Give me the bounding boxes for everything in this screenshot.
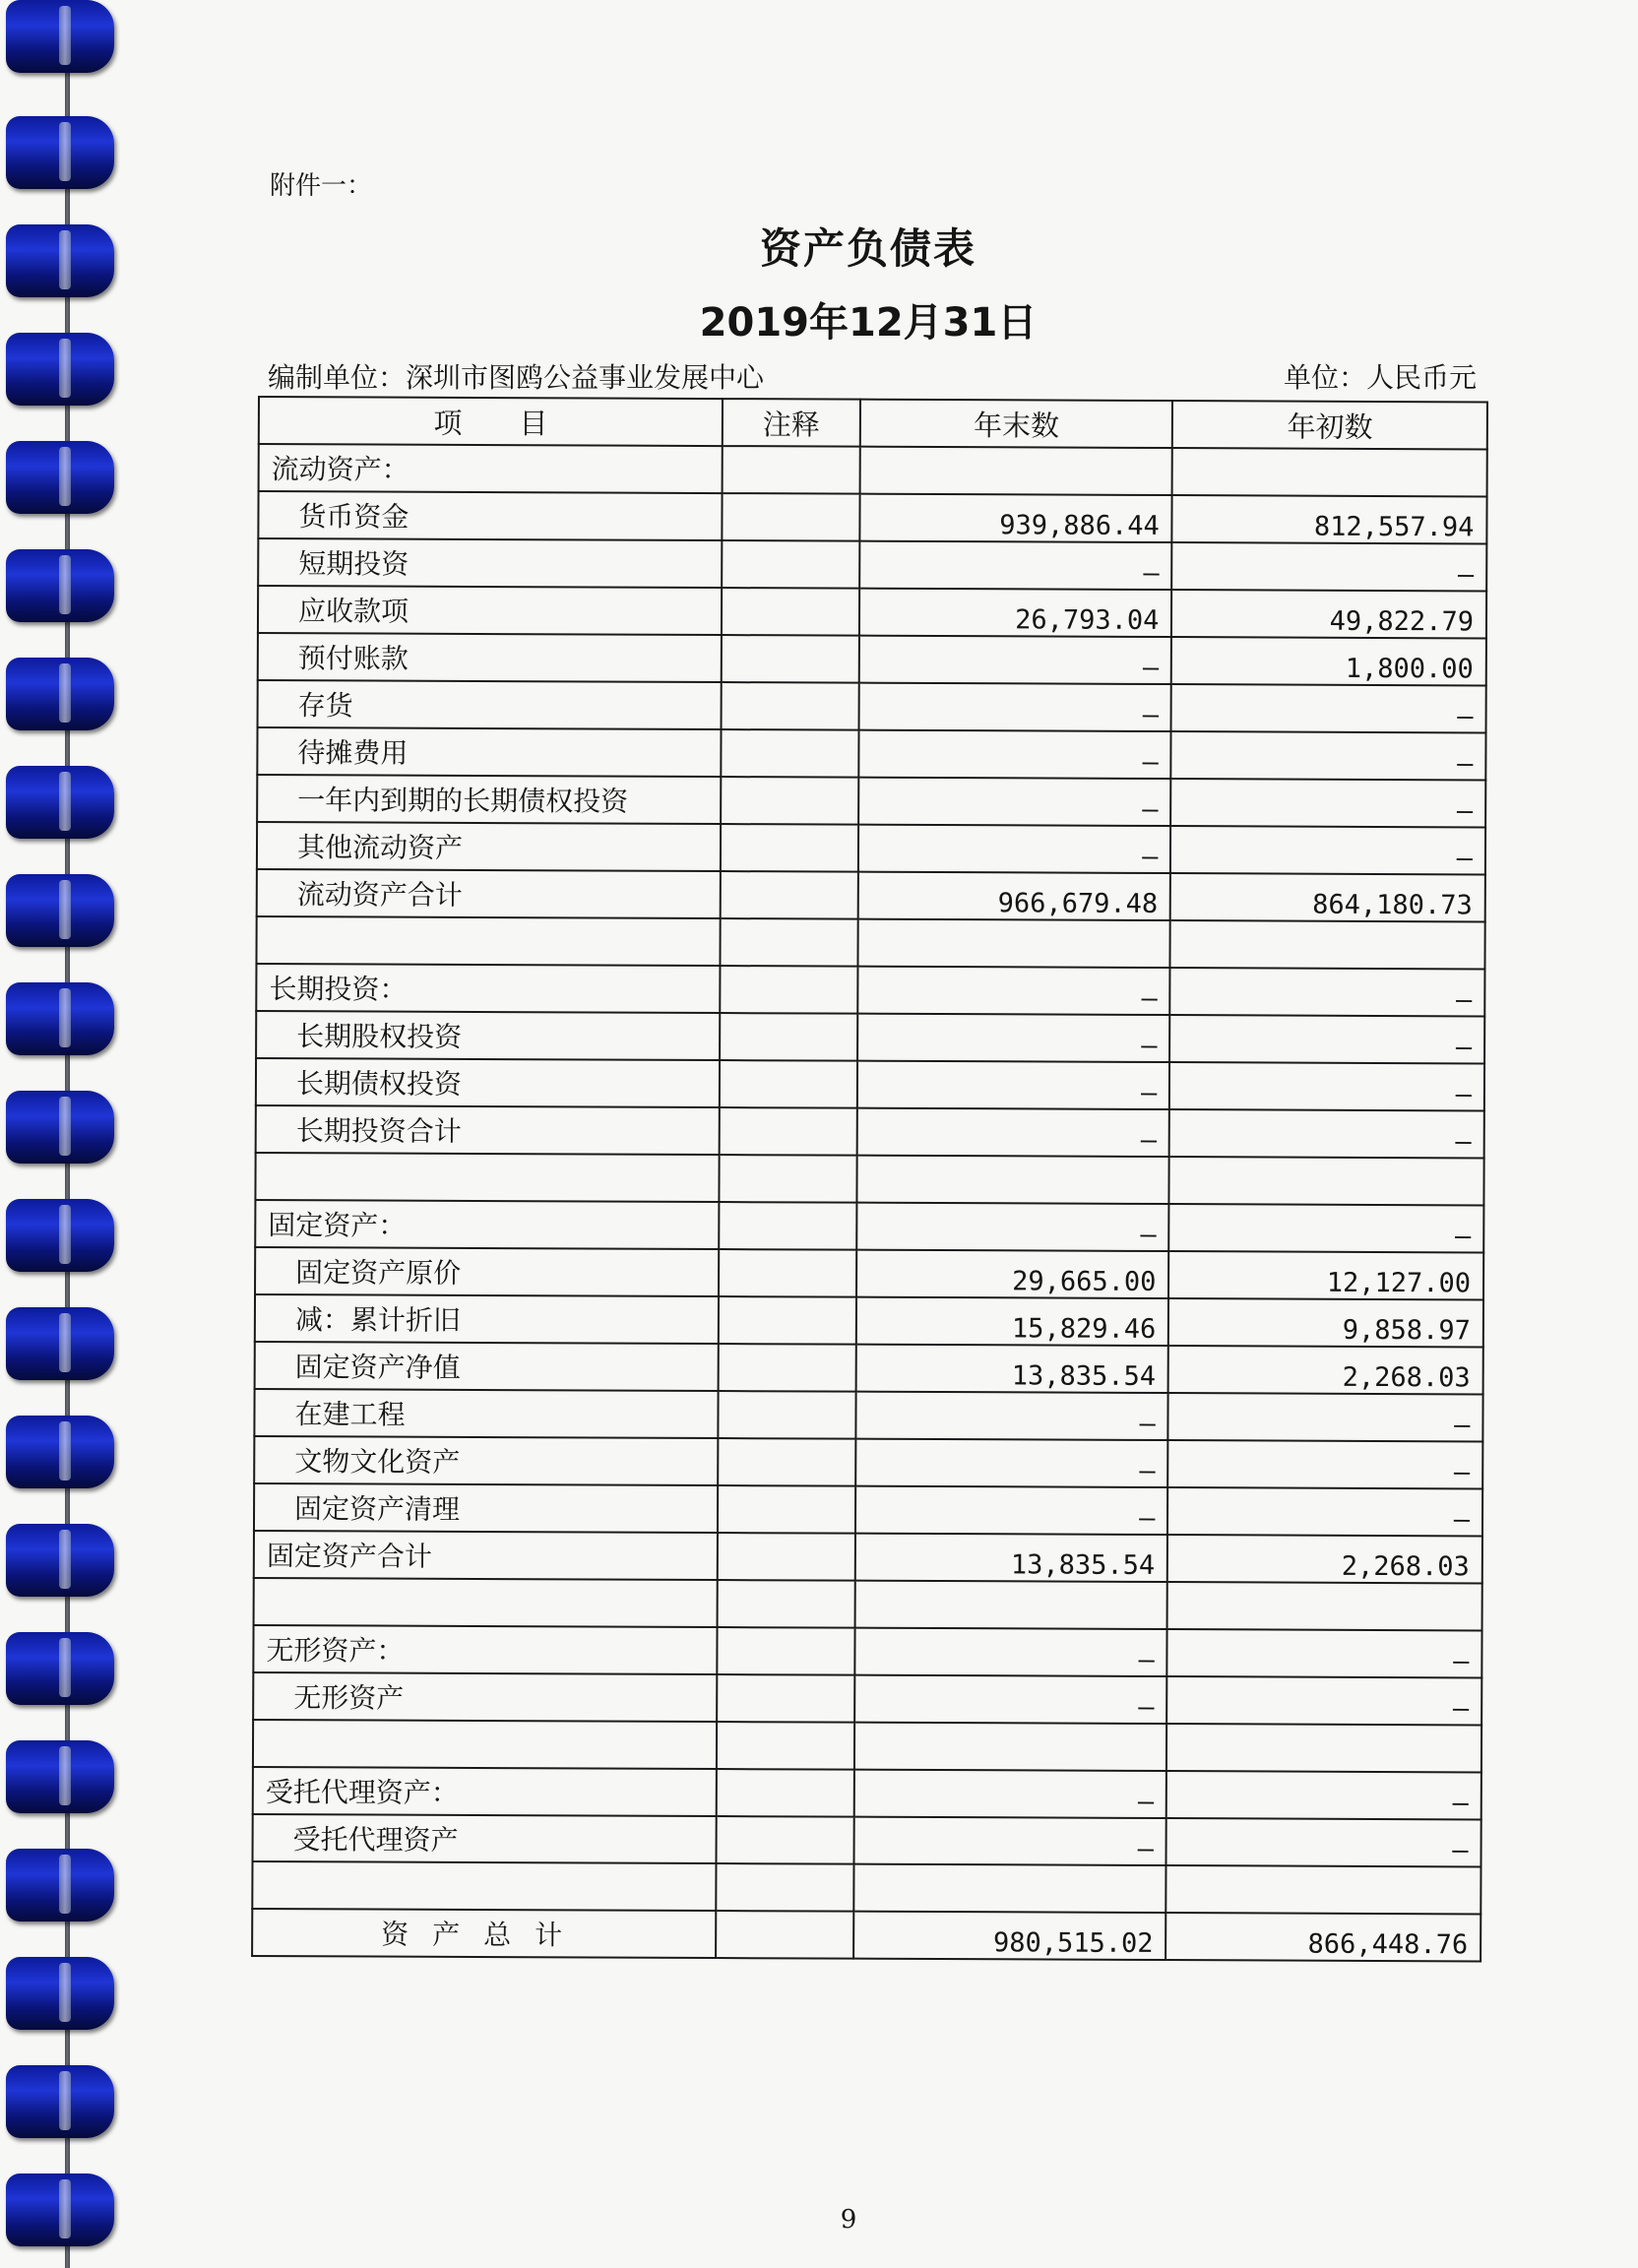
row-item-label: 受托代理资产 <box>253 1814 717 1863</box>
row-year-begin-value: – <box>1166 1818 1481 1866</box>
row-item-label: 减：累计折旧 <box>255 1294 719 1344</box>
row-year-begin-value: – <box>1167 1629 1482 1677</box>
row-year-begin-value: 9,858.97 <box>1168 1298 1483 1347</box>
table-row <box>252 1909 1480 1961</box>
row-year-end-value: – <box>857 1014 1170 1062</box>
row-year-end-value: – <box>854 1675 1167 1724</box>
row-item-label: 短期投资 <box>258 538 722 588</box>
binding-ring <box>6 116 114 189</box>
unit-line <box>268 356 1477 396</box>
binding-ring <box>6 549 114 622</box>
table-row <box>254 1578 1482 1630</box>
row-note <box>720 1013 857 1061</box>
table-row <box>256 916 1484 969</box>
row-year-end-value: 966,679.48 <box>858 872 1171 920</box>
row-year-begin-value: – <box>1170 968 1485 1016</box>
binding-ring <box>6 1524 114 1597</box>
table-row <box>255 1153 1483 1205</box>
binding-ring <box>6 1307 114 1380</box>
table-row <box>257 822 1485 874</box>
table-row <box>253 1672 1481 1725</box>
binding-ring <box>6 982 114 1055</box>
row-note <box>719 1202 856 1250</box>
row-note <box>717 1674 854 1723</box>
row-note <box>718 1438 855 1486</box>
row-note <box>717 1627 854 1675</box>
row-year-begin-value: 12,127.00 <box>1168 1251 1483 1299</box>
table-row <box>253 1625 1481 1677</box>
row-year-begin-value: – <box>1171 731 1486 780</box>
row-item-label: 固定资产合计 <box>254 1531 718 1580</box>
row-year-end-value: – <box>854 1628 1167 1676</box>
binding-ring <box>6 1849 114 1922</box>
row-item-label: 文物文化资产 <box>254 1436 718 1485</box>
row-item-label: 应收款项 <box>258 586 722 635</box>
row-item-label: 固定资产清理 <box>254 1483 718 1533</box>
row-note <box>721 824 858 872</box>
binding-ring <box>6 1740 114 1813</box>
row-year-begin-value <box>1172 448 1487 496</box>
row-year-end-value: – <box>858 730 1171 779</box>
page-title: 资产负债表 <box>759 224 976 273</box>
row-year-begin-value: – <box>1167 1487 1482 1536</box>
table-row <box>255 1294 1483 1347</box>
table-body <box>252 444 1487 1961</box>
row-note <box>718 1533 855 1581</box>
table-row <box>256 1011 1484 1063</box>
row-item-label: 流动资产： <box>259 444 723 493</box>
row-item-label: 长期投资合计 <box>256 1105 720 1155</box>
binding-ring <box>6 0 114 73</box>
row-item-label: 存货 <box>258 680 722 729</box>
row-note <box>722 588 859 636</box>
attachment-label: 附件一： <box>270 171 373 201</box>
row-year-end-value: 939,886.44 <box>859 494 1172 542</box>
row-note <box>720 1060 857 1108</box>
row-note <box>719 1344 856 1392</box>
row-year-end-value: – <box>859 636 1172 684</box>
table-row <box>254 1389 1482 1441</box>
row-note <box>717 1769 854 1817</box>
row-year-end-value <box>857 919 1170 968</box>
row-year-begin-value: 864,180.73 <box>1170 873 1485 921</box>
row-note <box>718 1485 855 1534</box>
row-item-label <box>252 1861 716 1911</box>
row-year-end-value <box>856 1156 1169 1204</box>
row-year-begin-value: – <box>1168 1393 1483 1441</box>
column-header-item: 项 目 <box>259 397 723 446</box>
row-item-label: 其他流动资产 <box>257 822 721 871</box>
row-year-begin-value: 1,800.00 <box>1171 637 1486 685</box>
table-row <box>258 633 1486 685</box>
row-item-label: 一年内到期的长期债权投资 <box>257 775 721 824</box>
row-year-begin-value <box>1166 1724 1481 1772</box>
row-note <box>719 1249 856 1297</box>
binding-ring <box>6 1957 114 2030</box>
row-year-end-value <box>859 447 1172 495</box>
row-year-end-value <box>853 1864 1166 1913</box>
table-row <box>254 1436 1482 1488</box>
row-year-begin-value: 49,822.79 <box>1171 590 1486 638</box>
report-date: 2019年12月31日 <box>699 300 1038 346</box>
row-year-end-value: 29,665.00 <box>856 1250 1169 1298</box>
row-item-label: 长期债权投资 <box>256 1058 720 1107</box>
row-year-end-value <box>854 1581 1167 1629</box>
row-year-end-value: – <box>859 541 1172 590</box>
row-item-label: 无形资产 <box>253 1672 717 1722</box>
row-year-begin-value: – <box>1171 684 1486 732</box>
table-row <box>255 1247 1483 1299</box>
row-note <box>722 635 859 683</box>
row-item-label: 固定资产： <box>255 1200 719 1249</box>
row-item-label: 在建工程 <box>254 1389 718 1438</box>
row-year-begin-value: – <box>1169 1109 1484 1158</box>
row-year-begin-value: – <box>1169 1062 1484 1110</box>
row-year-end-value: – <box>858 683 1171 731</box>
row-year-begin-value: 2,268.03 <box>1167 1535 1482 1583</box>
row-year-begin-value <box>1170 920 1485 969</box>
table-row <box>257 869 1485 921</box>
row-year-end-value: 26,793.04 <box>859 589 1172 637</box>
row-year-begin-value: 2,268.03 <box>1168 1346 1483 1394</box>
binding-ring <box>6 1416 114 1488</box>
page-number: 9 <box>840 2205 857 2235</box>
row-year-end-value: – <box>856 1203 1169 1251</box>
row-note <box>721 729 858 778</box>
row-year-begin-value <box>1169 1157 1484 1205</box>
row-note <box>718 1580 855 1628</box>
row-item-label <box>254 1578 718 1627</box>
row-year-begin-value: – <box>1168 1440 1483 1488</box>
binding-ring <box>6 1091 114 1164</box>
binding-ring <box>6 441 114 514</box>
row-year-end-value: 15,829.46 <box>856 1297 1169 1346</box>
table-row <box>255 1342 1483 1394</box>
balance-sheet-table <box>251 396 1488 1962</box>
row-note <box>719 1296 856 1345</box>
column-header-note: 注释 <box>723 399 860 447</box>
binding-ring <box>6 1199 114 1272</box>
row-year-begin-value: – <box>1166 1771 1481 1819</box>
row-item-label: 长期投资： <box>256 964 720 1013</box>
table-row <box>253 1767 1481 1819</box>
table-row <box>253 1814 1481 1866</box>
row-year-end-value: – <box>857 1061 1170 1109</box>
row-year-end-value: – <box>858 825 1171 873</box>
row-year-begin-value: – <box>1172 542 1487 591</box>
table-row <box>259 444 1487 496</box>
table-row <box>256 1105 1484 1158</box>
row-year-end-value: 13,835.54 <box>855 1534 1168 1582</box>
row-year-begin-value <box>1166 1865 1481 1914</box>
table-row <box>258 491 1486 543</box>
row-note <box>721 777 858 825</box>
row-note <box>722 682 859 730</box>
binding-ring <box>6 658 114 730</box>
row-year-end-value: – <box>855 1486 1168 1535</box>
row-year-end-value: – <box>858 778 1171 826</box>
row-year-end-value: – <box>856 1108 1169 1157</box>
row-item-label: 预付账款 <box>258 633 722 682</box>
table-row <box>256 964 1484 1016</box>
row-item-label: 流动资产合计 <box>257 869 721 918</box>
row-year-end-value <box>854 1723 1167 1771</box>
row-item-label: 货币资金 <box>258 491 722 540</box>
row-item-label: 固定资产净值 <box>255 1342 719 1391</box>
row-year-begin-value: – <box>1169 1204 1484 1252</box>
row-item-label: 受托代理资产： <box>253 1767 717 1816</box>
row-item-label: 待摊费用 <box>257 727 721 777</box>
table-row <box>257 727 1485 780</box>
row-note <box>717 1816 854 1864</box>
organization-label: 编制单位：深圳市图鸥公益事业发展中心 <box>268 361 765 394</box>
row-item-label: 无形资产： <box>253 1625 717 1674</box>
row-note <box>720 966 857 1014</box>
row-item-label <box>256 916 720 966</box>
row-note <box>716 1911 853 1959</box>
row-item-label: 资产总计 <box>252 1909 716 1958</box>
table-row <box>252 1861 1480 1914</box>
binding-ring <box>6 2065 114 2138</box>
table-header-row <box>259 397 1487 449</box>
row-year-end-value: – <box>855 1392 1168 1440</box>
row-note <box>717 1722 854 1770</box>
binding-ring <box>6 874 114 947</box>
row-year-begin-value <box>1167 1582 1482 1630</box>
row-item-label: 固定资产原价 <box>255 1247 719 1296</box>
row-note <box>718 1391 855 1439</box>
binding-ring <box>6 766 114 839</box>
table-row <box>256 1058 1484 1110</box>
table-row <box>253 1720 1481 1772</box>
row-year-end-value: 980,515.02 <box>853 1912 1166 1960</box>
row-note <box>723 446 860 494</box>
row-year-begin-value: – <box>1167 1676 1482 1725</box>
row-item-label <box>255 1153 719 1202</box>
row-year-begin-value: 812,557.94 <box>1172 495 1487 543</box>
column-header-year-end: 年末数 <box>860 400 1173 448</box>
row-item-label <box>253 1720 717 1769</box>
table-row <box>254 1483 1482 1536</box>
row-item-label: 长期股权投资 <box>256 1011 720 1060</box>
row-note <box>722 540 859 589</box>
row-note <box>720 1107 857 1156</box>
row-year-end-value: – <box>853 1817 1166 1865</box>
row-year-end-value: 13,835.54 <box>855 1345 1168 1393</box>
row-note <box>721 871 858 919</box>
currency-unit-label: 单位：人民币元 <box>1283 361 1477 394</box>
row-year-begin-value: – <box>1169 1015 1484 1063</box>
table-row <box>258 538 1486 591</box>
column-header-year-begin: 年初数 <box>1172 401 1487 449</box>
row-year-begin-value: – <box>1170 826 1485 874</box>
row-year-begin-value: – <box>1171 779 1486 827</box>
row-note <box>721 918 858 967</box>
table-row <box>258 586 1486 638</box>
table-row <box>257 775 1485 827</box>
table-row <box>258 680 1486 732</box>
row-note <box>720 1155 857 1203</box>
row-year-begin-value: 866,448.76 <box>1166 1913 1480 1961</box>
row-note <box>716 1863 853 1912</box>
row-year-end-value: – <box>854 1770 1167 1818</box>
table-row <box>254 1531 1482 1583</box>
row-year-end-value: – <box>857 967 1170 1015</box>
binding-ring <box>6 1632 114 1705</box>
table-row <box>255 1200 1483 1252</box>
row-year-end-value: – <box>855 1439 1168 1487</box>
row-note <box>722 493 859 541</box>
